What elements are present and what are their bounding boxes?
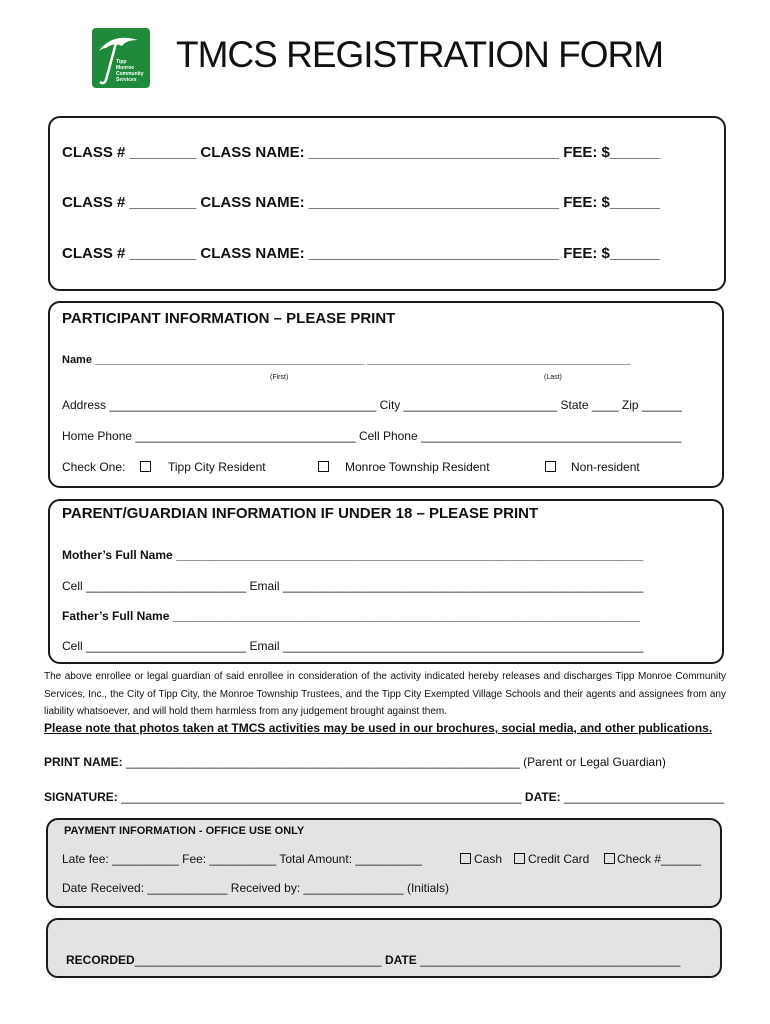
address-field[interactable]: Address ________________________________________ City _______________________ State ____ Zip ______ — [62, 398, 682, 412]
recorded-date-label: DATE — [384, 953, 417, 967]
credit-card-checkbox[interactable] — [514, 853, 525, 864]
class-line-1[interactable]: CLASS # ________ CLASS NAME: ______________________________ FEE: $______ — [62, 144, 660, 161]
print-name-row[interactable] — [44, 755, 666, 769]
print-name-line[interactable]: ___________________________________________________________ — [126, 755, 520, 769]
check-checkbox[interactable] — [604, 853, 615, 864]
participant-heading: PARTICIPANT INFORMATION – PLEASE PRINT — [62, 310, 396, 327]
mother-cell-email-field[interactable]: Cell ________________________ Email ______________________________________________________ — [62, 579, 644, 593]
photo-notice: Please note that photos taken at TMCS activities may be used in our brochures, social media, and other publications. — [44, 721, 713, 735]
signature-date-line[interactable]: ________________________ — [564, 790, 725, 804]
guardian-heading: PARENT/GUARDIAN INFORMATION IF UNDER 18 – PLEASE PRINT — [62, 505, 539, 522]
monroe-township-checkbox[interactable] — [318, 461, 329, 472]
father-cell-email-field[interactable]: Cell ________________________ Email ______________________________________________________ — [62, 639, 644, 653]
logo-text: Tipp Monroe Community Services — [116, 59, 144, 83]
fees-field[interactable]: Late fee: __________ Fee: __________ Total Amount: __________ — [62, 852, 423, 866]
print-name-label: PRINT NAME: — [44, 755, 123, 769]
cash-option: Cash — [474, 852, 503, 866]
recorded-line[interactable]: _____________________________________ — [134, 953, 382, 967]
print-name-suffix: (Parent or Legal Guardian) — [523, 755, 666, 769]
check-option[interactable]: Check #______ — [617, 852, 702, 866]
class-line-2[interactable]: CLASS # ________ CLASS NAME: ______________________________ FEE: $______ — [62, 194, 660, 211]
tmcs-logo — [92, 28, 150, 88]
first-name-label: (First) — [270, 374, 289, 381]
page-title: TMCS REGISTRATION FORM — [176, 34, 664, 75]
cash-checkbox[interactable] — [460, 853, 471, 864]
phone-field[interactable]: Home Phone _________________________________ Cell Phone _______________________________________ — [62, 429, 682, 443]
recorded-date-line[interactable]: _______________________________________ — [420, 953, 681, 967]
received-field[interactable]: Date Received: ____________ Received by: _______________ (Initials) — [62, 881, 449, 895]
non-resident-option: Non-resident — [571, 460, 640, 474]
tipp-city-option: Tipp City Resident — [168, 460, 266, 474]
check-one-label: Check One: — [62, 460, 126, 474]
monroe-township-option: Monroe Township Resident — [345, 460, 490, 474]
tipp-city-checkbox[interactable] — [140, 461, 151, 472]
non-resident-checkbox[interactable] — [545, 461, 556, 472]
credit-card-option: Credit Card — [528, 852, 590, 866]
signature-label: SIGNATURE: — [44, 790, 118, 804]
recorded-box — [46, 918, 722, 978]
father-name-field[interactable]: Father’s Full Name ______________________________________________________________________ — [62, 609, 640, 623]
recorded-label: RECORDED — [66, 953, 135, 967]
signature-line[interactable]: ____________________________________________________________ — [121, 790, 522, 804]
class-line-3[interactable]: CLASS # ________ CLASS NAME: ______________________________ FEE: $______ — [62, 245, 660, 262]
payment-heading: PAYMENT INFORMATION - OFFICE USE ONLY — [64, 825, 305, 837]
name-field[interactable]: Name ____________________________________________ ___________________________________________ — [62, 354, 631, 366]
signature-row[interactable] — [44, 790, 724, 804]
recorded-row[interactable] — [66, 953, 680, 967]
release-paragraph: The above enrollee or legal guardian of said enrollee in consideration of the activity indicated hereby releases and discharges Tipp Monroe Community Services, Inc., the City of Tipp City, the Monroe Township Trustees, and the Tipp City Exempted Village Schools and their agents and assignees from any liability whatsoever, and will hold them harmless from any judgement brought against them. — [44, 671, 726, 717]
last-name-label: (Last) — [544, 374, 562, 381]
signature-date-label: DATE: — [524, 790, 561, 804]
mother-name-field[interactable]: Mother’s Full Name ______________________________________________________________________ — [62, 548, 644, 562]
